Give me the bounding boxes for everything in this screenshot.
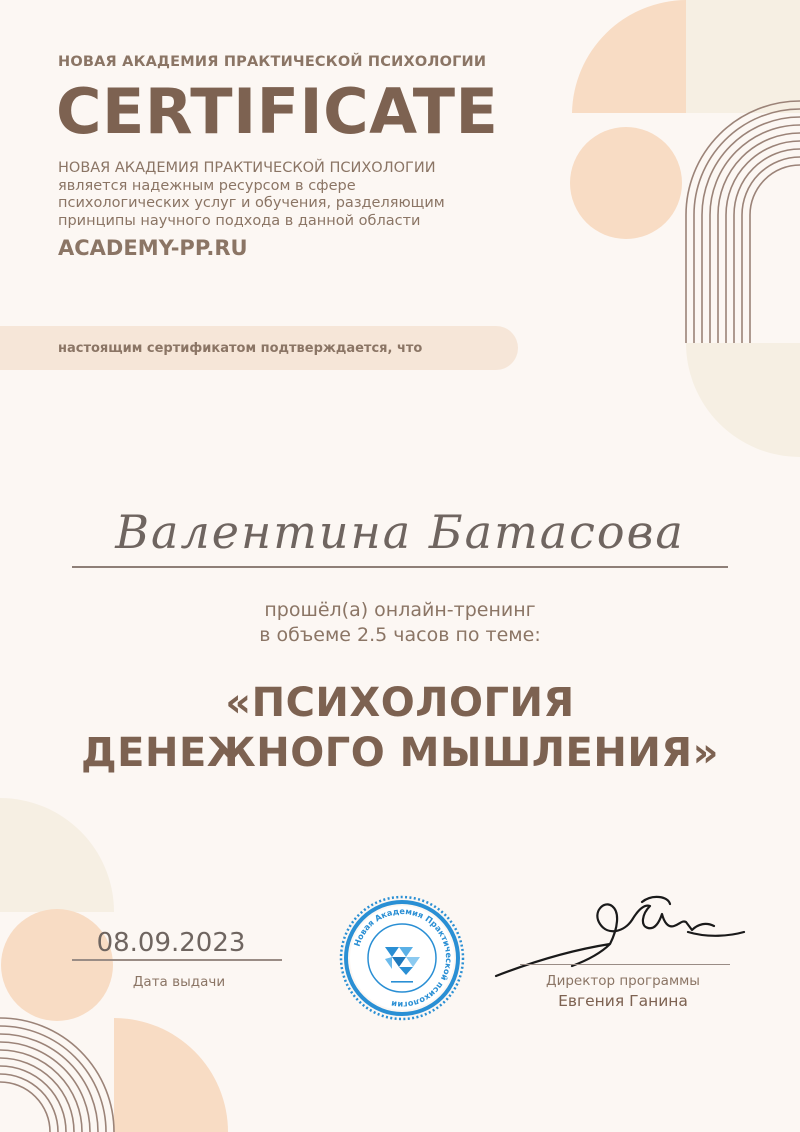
course-description-line: в объеме 2.5 часов по теме: [259, 624, 541, 646]
organization-description [58, 160, 478, 230]
course-title-line: ДЕНЕЖНОГО МЫШЛЕНИЯ» [81, 730, 719, 776]
signature-underline [520, 964, 730, 965]
decor-arches [686, 101, 800, 343]
decor-bottom-cream-circle [0, 798, 114, 912]
academy-seal-icon [339, 895, 465, 1021]
director-name: Евгения Ганина [558, 992, 688, 1010]
certificate-title: CERTIFICATE [56, 75, 499, 148]
decor-cream-half-circle [686, 343, 800, 457]
confirmation-text: настоящим сертификатом подтверждается, что [58, 341, 423, 356]
course-description-line: прошёл(а) онлайн-тренинг [264, 599, 536, 621]
seal-text: Новая Академия Практической психологии [351, 905, 455, 1011]
decor-bottom-peach-quarter [114, 1018, 228, 1132]
website-link[interactable]: ACADEMY-PP.RU [58, 236, 248, 260]
decor-top-quarter-circle [572, 0, 686, 113]
recipient-name: Валентина Батасова [115, 505, 685, 559]
organization-name: НОВАЯ АКАДЕМИЯ ПРАКТИЧЕСКОЙ ПСИХОЛОГИИ [58, 54, 487, 70]
issue-date-label: Дата выдачи [132, 974, 226, 990]
description-line: психологических услуг и обучения, разделяющим [58, 195, 445, 211]
course-title [30, 678, 770, 778]
decor-peach-circle [570, 127, 682, 239]
issue-date-underline [72, 959, 282, 961]
director-role: Директор программы [546, 973, 700, 989]
director-signature-icon [492, 892, 750, 984]
decor-bottom-peach-circle [1, 909, 113, 1021]
course-title-line: «ПСИХОЛОГИЯ [225, 680, 575, 726]
decor-top-right-square [686, 0, 800, 113]
recipient-underline [72, 566, 728, 568]
description-line: НОВАЯ АКАДЕМИЯ ПРАКТИЧЕСКОЙ ПСИХОЛОГИИ [58, 160, 436, 176]
course-description [150, 598, 650, 648]
issue-date: 08.09.2023 [96, 928, 246, 958]
description-line: является надежным ресурсом в сфере [58, 177, 356, 194]
decor-bottom-arches [0, 1018, 114, 1132]
description-line: принципы научного подхода в данной области [58, 212, 421, 229]
